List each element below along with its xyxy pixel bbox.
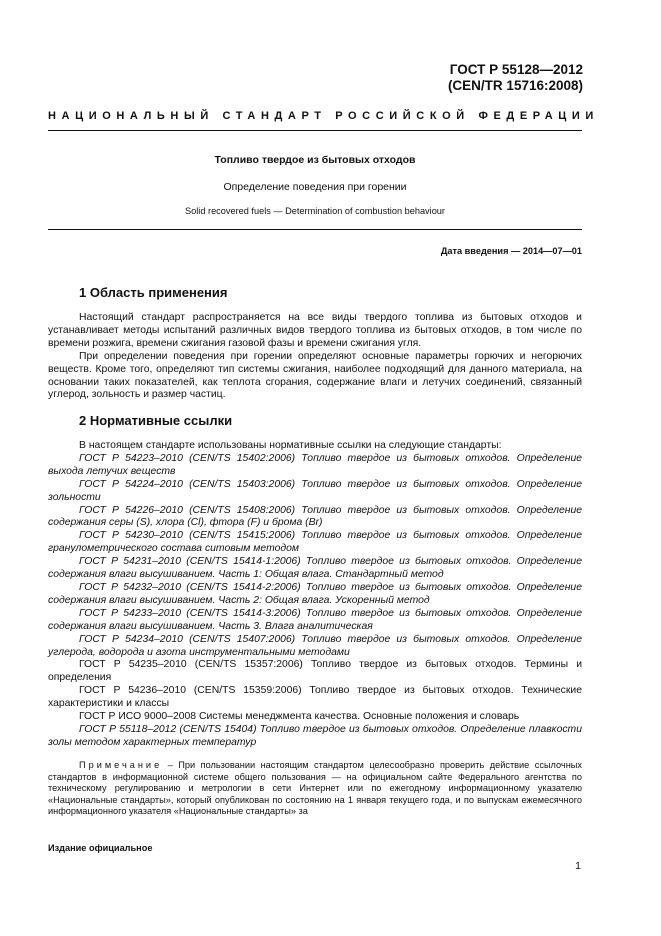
reference-item: ГОСТ Р ИСО 9000–2008 Системы менеджмента качества. Основные положения и словарь — [79, 711, 520, 723]
page-number: 1 — [575, 860, 581, 872]
standard-identifier — [448, 62, 583, 94]
reference-item: ГОСТ Р 54224–2010 (CEN/TS 15403:2006) Топливо твердое из бытовых отходов. Определение зольности — [48, 478, 582, 503]
title-divider — [48, 229, 582, 230]
header-divider — [48, 130, 582, 131]
reference-item: ГОСТ Р 54234–2010 (CEN/TS 15407:2006) Топливо твердое из бытовых отходов. Определение углерода, водорода и азота инструментальными методами — [48, 633, 582, 658]
note-text: – При пользовании настоящим стандартом целесообразно проверить действие ссылочных стандартов в информационной системе общего пользования — на официальном сайте Федерального агентства по техническому регулированию и метрологии в сети Интернет или по ежегодному информационному указателю «Национальные стандарты», который опубликован по состоянию на 1 января текущего года, и по выпускам ежемесячного информационного указателя «Национальные стандарты» за — [48, 760, 582, 817]
reference-item: ГОСТ Р 54223–2010 (CEN/TS 15402:2006) Топливо твердое из бытовых отходов. Определение выхода летучих веществ — [48, 452, 582, 477]
section-1-paragraph: При определении поведения при горении определяют основные параметры горючих и негорючих веществ. Кроме того, определяют тип системы сжигания, наиболее подходящий для данного материала, на основании таких показателей, как теплота сгорания, содержание влаги и летучих соединений, связанный углерод, зольность и размер частиц. — [48, 350, 582, 401]
note-label: Примечание — [79, 760, 163, 770]
national-standard-title: НАЦИОНАЛЬНЫЙ СТАНДАРТ РОССИЙСКОЙ ФЕДЕРАЦИИ — [48, 110, 599, 122]
reference-item: ГОСТ Р 54236–2010 (CEN/TS 15359:2006) Топливо твердое из бытовых отходов. Технические характеристики и классы — [48, 685, 582, 710]
note — [48, 760, 582, 818]
document-subtitle: Определение поведения при горении — [223, 181, 407, 193]
section-1-paragraph: Настоящий стандарт распространяется на все виды твердого топлива из бытовых отходов и устанавливает методы испытаний различных видов твердого топлива из бытовых отходов, в том числе по времени розжига, времени сжигания газовой фазы и времени сжигания угля. — [48, 312, 582, 349]
reference-item: ГОСТ Р 55118–2012 (CEN/TS 15404) Топливо твердое из бытовых отходов. Определение плавкости золы методом характерных температур — [48, 723, 582, 748]
document-title: Топливо твердое из бытовых отходов — [214, 154, 416, 166]
section-1-body — [48, 312, 582, 402]
reference-list — [48, 453, 582, 750]
reference-item: ГОСТ Р 54226–2010 (CEN/TS 15408:2006) Топливо твердое из бытовых отходов. Определение содержания серы (S), хлора (Cl), фтора (F) и брома (Br) — [48, 504, 582, 529]
standard-equivalent: (CEN/TR 15716:2008) — [447, 78, 583, 93]
introduction-date: Дата введения — 2014—07—01 — [440, 246, 582, 256]
section-2-intro: В настоящем стандарте использованы нормативные ссылки на следующие стандарты: — [79, 440, 502, 451]
reference-item: ГОСТ Р 54233–2010 (CEN/TS 15414-3:2006) Топливо твердое из бытовых отходов. Определение содержания влаги высушиванием. Часть 3. Влага аналитическая — [48, 607, 582, 632]
reference-item: ГОСТ Р 54230–2010 (CEN/TS 15415:2006) Топливо твердое из бытовых отходов. Определение гранулометрического состава ситовым методом — [48, 530, 582, 555]
section-1-heading: 1 Область применения — [79, 285, 228, 300]
section-2-body — [48, 440, 582, 750]
standard-number: ГОСТ Р 55128—2012 — [449, 62, 583, 77]
document-title-english: Solid recovered fuels — Determination of combustion behaviour — [185, 206, 445, 216]
section-2-heading: 2 Нормативные ссылки — [79, 413, 233, 428]
reference-item: ГОСТ Р 54235–2010 (CEN/TS 15357:2006) Топливо твердое из бытовых отходов. Термины и определения — [48, 659, 582, 684]
official-edition-label: Издание официальное — [48, 843, 153, 853]
reference-item: ГОСТ Р 54231–2010 (CEN/TS 15414-1:2006) Топливо твердое из бытовых отходов. Определение содержания влаги высушиванием. Часть 1: Общая влага. Стандартный метод — [48, 556, 582, 581]
reference-item: ГОСТ Р 54232–2010 (CEN/TS 15414-2:2006) Топливо твердое из бытовых отходов. Определение содержания влаги высушиванием. Часть 2: Общая влага. Ускоренный метод — [48, 581, 582, 606]
